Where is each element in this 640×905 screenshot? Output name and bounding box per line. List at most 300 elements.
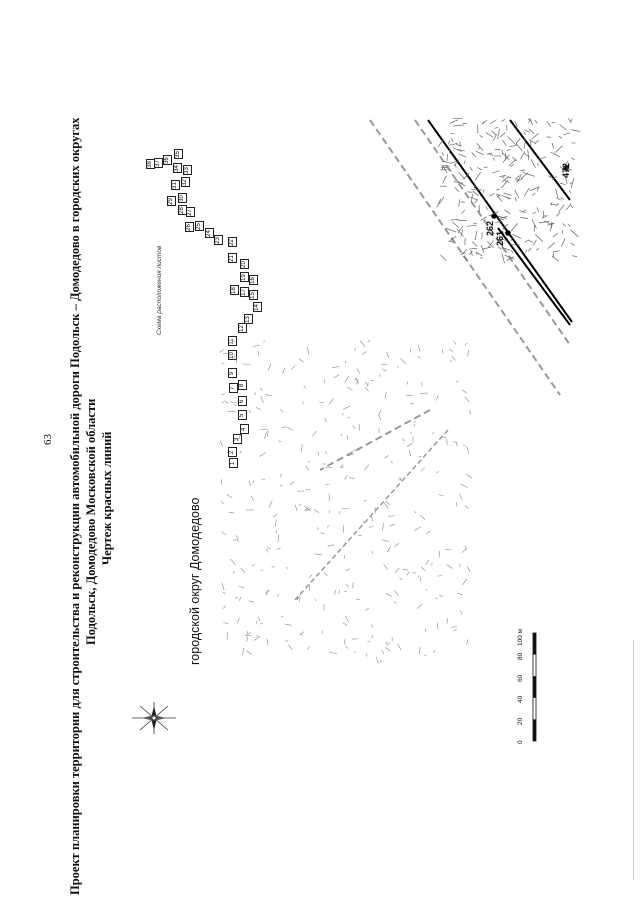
hatch-stroke [341,434,342,436]
hatch-stroke [249,410,251,412]
hatch-stroke [498,216,507,218]
hatch-stroke [508,137,515,144]
hatch-stroke [409,450,411,456]
hatch-stroke [247,637,248,642]
hatch-stroke [525,249,526,252]
hatch-stroke [239,586,245,588]
hatch-stroke [457,593,462,595]
hatch-stroke [221,501,224,504]
sheet-22[interactable]: 22 [228,237,237,247]
hatch-stroke [566,204,570,209]
hatch-stroke [325,418,327,422]
sheet-19[interactable]: 19 [240,272,249,282]
hatch-stroke [379,410,381,415]
hatch-stroke [443,161,451,163]
hatch-stroke [552,143,553,149]
hatch-stroke [354,651,355,653]
hatch-stroke [515,197,516,201]
hatch-stroke [501,119,505,121]
hatch-stroke [367,641,370,642]
hatch-stroke [246,651,251,655]
hatch-stroke [504,210,510,214]
hatch-stroke [304,386,306,388]
scale-tick-100: 100 м [517,628,524,646]
hatch-stroke [559,205,565,212]
hatch-stroke [556,203,559,206]
hatch-stroke [559,136,562,138]
hatch-stroke [552,256,559,262]
sheet-35[interactable]: 35 [174,149,183,159]
hatch-stroke [259,452,266,456]
sheet-32[interactable]: 32 [181,177,190,187]
hatch-stroke [314,510,319,513]
hatch-stroke [473,191,479,196]
hatch-stroke [482,121,487,123]
hatch-stroke [528,248,531,251]
sheet-14[interactable]: 14 [253,302,262,312]
hatch-stroke [470,410,471,414]
hatch-stroke [233,341,235,342]
hatch-stroke [436,395,438,400]
hatch-stroke [511,250,513,253]
hatch-stroke [465,343,467,346]
hatch-stroke [497,195,502,201]
hatch-stroke [353,450,359,451]
hatch-stroke [222,583,224,590]
hatch-stroke [556,212,560,216]
hatch-stroke [234,355,235,360]
sheet-16[interactable]: 16 [249,275,258,285]
hatch-stroke [477,252,483,255]
hatch-stroke [461,613,463,614]
title-line-2: Подольск, Домодедово Московской области [84,398,98,645]
sheet-2[interactable]: 2 [228,447,237,457]
hatch-stroke [357,368,360,373]
hatch-stroke [249,481,251,486]
topographic-hatch-sparse [220,340,472,664]
hatch-stroke [507,149,511,150]
hatch-stroke [258,351,259,356]
hatch-stroke [345,569,350,571]
hatch-stroke [483,189,484,192]
hatch-stroke [486,133,493,137]
page-edge-line [633,640,634,880]
hatch-stroke [276,548,280,549]
sheet-31[interactable]: 31 [171,180,180,190]
hatch-stroke [493,134,496,141]
hatch-stroke [315,554,322,555]
hatch-stroke [386,501,390,505]
hatch-stroke [542,215,545,218]
sheet-27[interactable]: 27 [186,207,195,217]
sheet-26[interactable]: 26 [185,222,194,232]
hatch-stroke [360,341,365,347]
hatch-stroke [495,149,501,150]
hatch-stroke [230,402,237,403]
hatch-stroke [489,193,494,196]
hatch-stroke [261,570,264,571]
sheet-33[interactable]: 33 [183,165,192,175]
hatch-stroke [403,569,409,570]
hatch-stroke [496,189,499,190]
hatch-stroke [467,566,470,571]
sheet-scheme-title: Схема расположения листов [156,245,163,335]
hatch-stroke [418,575,419,577]
hatch-stroke [467,225,477,226]
hatch-stroke [461,210,464,214]
hatch-stroke [572,256,577,257]
hatch-stroke [382,369,386,372]
hatch-stroke [345,376,349,383]
hatch-stroke [407,443,412,446]
sheet-8[interactable]: 8 [238,380,247,390]
hatch-stroke [571,119,573,122]
sheet-13[interactable]: 13 [244,314,253,324]
hatch-stroke [511,223,518,231]
hatch-stroke [502,195,512,198]
hatch-stroke [258,617,260,621]
hatch-stroke [432,562,433,565]
sheet-21[interactable]: 21 [228,253,237,263]
hatch-stroke [312,431,316,437]
hatch-stroke [477,167,482,170]
hatch-stroke [421,567,425,571]
hatch-stroke [365,382,368,385]
hatch-stroke [504,193,512,195]
hatch-stroke [460,484,467,488]
hatch-stroke [463,579,467,585]
hatch-stroke [345,361,346,364]
hatch-stroke [402,438,404,441]
hatch-stroke [344,591,347,592]
hatch-stroke [499,175,506,176]
hatch-stroke [498,247,502,249]
hatch-stroke [256,621,257,624]
hatch-stroke [227,494,233,498]
hatch-stroke [342,508,350,509]
hatch-stroke [490,120,496,124]
hatch-stroke [453,441,457,442]
scale-tick-80: 80 [517,652,524,660]
hatch-stroke [548,242,555,248]
hatch-stroke [306,466,309,471]
hatch-stroke [439,495,444,497]
hatch-stroke [328,545,334,547]
hatch-stroke [240,451,241,454]
hatch-stroke [457,443,458,447]
hatch-stroke [277,594,278,597]
hatch-stroke [437,471,439,473]
hatch-stroke [282,372,284,374]
page-number: 63 [42,434,54,445]
title-line-1: Проект планировки территории для строительства и реконструкции автомобильной дороги Подольск – Домодедово в городских округах [68,117,82,895]
hatch-stroke [494,127,498,128]
hatch-stroke [334,375,340,378]
hatch-stroke [343,623,347,626]
hatch-stroke [568,224,570,227]
hatch-stroke [459,494,462,500]
point-label-262: 262 [485,220,495,236]
hatch-stroke [498,129,500,140]
hatch-stroke [420,577,421,582]
hatch-stroke [327,526,329,528]
hatch-stroke [239,597,241,601]
hatch-stroke [458,172,464,179]
hatch-stroke [447,154,448,161]
hatch-stroke [364,500,367,501]
hatch-stroke [525,240,529,242]
hatch-stroke [255,392,256,395]
hatch-stroke [433,651,435,653]
hatch-stroke [262,479,265,480]
hatch-stroke [466,446,469,453]
hatch-stroke [533,212,536,213]
hatch-stroke [260,388,263,391]
sheet-1[interactable]: 1 [229,458,238,468]
hatch-stroke [441,255,447,261]
hatch-stroke [571,158,574,160]
hatch-stroke [301,632,304,635]
hatch-stroke [520,170,525,171]
sheet-4[interactable]: 4 [240,424,249,434]
hatch-stroke [349,478,355,479]
hatch-stroke [450,133,454,134]
hatch-stroke [388,546,390,550]
hatch-stroke [570,190,571,193]
hatch-stroke [418,345,420,351]
hatch-stroke [526,173,535,176]
hatch-stroke [443,176,447,184]
hatch-stroke [386,593,392,596]
title-line-3: Чертеж красных линий [100,431,114,565]
hatch-stroke [251,496,254,501]
hatch-stroke [532,133,539,139]
hatch-stroke [461,202,465,203]
sheet-23[interactable]: 23 [214,235,223,245]
hatch-stroke [395,568,399,573]
sheet-10[interactable]: 10 [228,350,237,360]
hatch-stroke [426,560,429,565]
hatch-stroke [571,130,580,132]
sheet-29[interactable]: 29 [167,196,176,206]
hatch-stroke [414,527,420,530]
hatch-stroke [299,359,304,363]
hatch-stroke [448,236,456,242]
hatch-stroke [537,207,539,212]
hatch-stroke [295,505,297,511]
hatch-stroke [552,122,555,123]
hatch-stroke [488,240,493,247]
hatch-stroke [515,138,520,145]
hatch-stroke [339,590,340,594]
hatch-stroke [231,559,236,565]
map-canvas [200,110,580,670]
hatch-stroke [221,394,225,395]
sheet-5[interactable]: 5 [238,410,247,420]
hatch-stroke [269,500,272,507]
hatch-stroke [414,424,415,426]
hatch-stroke [561,238,565,246]
hatch-stroke [359,424,360,431]
scale-tick-60: 60 [517,674,524,682]
hatch-stroke [395,543,399,546]
hatch-stroke [372,635,373,638]
hatch-stroke [285,641,288,642]
sheet-17[interactable]: 17 [240,287,249,297]
hatch-stroke [223,592,226,593]
scale-tick-40: 40 [517,695,524,703]
hatch-stroke [363,521,364,523]
hatch-stroke [334,590,335,595]
hatch-stroke [462,390,467,393]
hatch-stroke [285,624,292,625]
hatch-stroke [454,629,457,631]
hatch-stroke [263,341,264,342]
sheet-6[interactable]: 6 [238,396,247,406]
hatch-stroke [302,444,303,451]
hatch-stroke [364,465,368,471]
hatch-stroke [418,356,421,358]
sheet-25[interactable]: 25 [195,221,204,231]
hatch-stroke [432,433,434,434]
hatch-stroke [426,589,427,591]
hatch-stroke [452,222,459,228]
hatch-stroke [241,568,246,573]
hatch-stroke [480,135,483,137]
hatch-stroke [307,646,309,649]
hatch-stroke [555,146,563,153]
hatch-stroke [553,233,558,237]
hatch-stroke [317,527,319,529]
hatch-stroke [284,368,285,372]
hatch-stroke [536,248,539,250]
hatch-stroke [299,505,301,506]
hatch-stroke [570,230,578,237]
hatch-stroke [420,393,428,394]
hatch-stroke [438,140,443,147]
hatch-stroke [476,252,477,255]
hatch-stroke [307,347,309,355]
hatch-stroke [237,535,239,542]
hatch-stroke [253,345,260,346]
sheet-34[interactable]: 34 [173,163,182,173]
hatch-stroke [472,242,477,247]
hatch-stroke [484,167,488,168]
hatch-stroke [332,366,339,367]
hatch-stroke [467,639,468,644]
hatch-stroke [221,479,222,484]
hatch-stroke [471,189,482,190]
hatch-stroke [256,407,260,409]
hatch-stroke [347,387,352,391]
hatch-stroke [520,217,528,219]
hatch-stroke [469,248,477,249]
hatch-stroke [502,140,506,146]
hatch-stroke [524,132,526,135]
sheet-18[interactable]: 18 [230,285,239,295]
hatch-stroke [356,599,361,600]
hatch-stroke [487,206,488,210]
sheet-28[interactable]: 28 [178,205,187,215]
hatch-stroke [268,364,271,370]
hatch-stroke [535,120,537,123]
hatch-stroke [464,161,465,164]
hatch-stroke [222,532,226,535]
hatch-stroke [551,152,560,157]
hatch-stroke [515,190,519,198]
hatch-stroke [382,540,389,542]
sheet-15[interactable]: 15 [249,290,258,300]
hatch-stroke [460,611,462,613]
hatch-stroke [475,172,481,180]
sheet-30[interactable]: 30 [178,193,187,203]
hatch-stroke [388,516,395,517]
hatch-stroke [530,118,533,124]
hatch-stroke [347,584,349,587]
hatch-stroke [407,381,408,384]
sheet-20[interactable]: 20 [240,259,249,269]
hatch-stroke [531,159,535,167]
sheet-3[interactable]: 3 [233,434,242,444]
hatch-stroke [534,240,537,245]
hatch-stroke [459,199,460,206]
hatch-stroke [345,475,347,479]
hatch-stroke [502,253,505,263]
hatch-stroke [384,455,389,458]
sheet-36[interactable]: 36 [163,155,172,165]
hatch-stroke [344,555,345,559]
hatch-stroke [319,402,323,403]
hatch-stroke [417,604,422,608]
sheet-12[interactable]: 12 [238,323,247,333]
hatch-stroke [224,401,228,404]
sheet-9[interactable]: 9 [228,368,237,378]
hatch-stroke [451,138,453,142]
hatch-stroke [343,406,350,409]
hatch-stroke [369,526,373,527]
hatch-stroke [348,417,350,418]
hatch-stroke [421,468,425,472]
hatch-stroke [329,652,337,653]
hatch-stroke [502,176,504,178]
hatch-stroke [234,404,236,406]
hatch-stroke [280,474,282,477]
hatch-stroke [465,397,470,402]
hatch-stroke [383,523,384,530]
hatch-stroke [315,599,317,600]
sheet-7[interactable]: 7 [229,383,238,393]
hatch-stroke [278,441,281,442]
hatch-stroke [233,571,234,573]
hatch-stroke [447,565,452,569]
hatch-stroke [452,626,457,627]
hatch-stroke [536,140,539,142]
hatch-stroke [390,524,395,526]
sheet-24[interactable]: 24 [205,228,214,238]
hatch-stroke [563,133,570,135]
hatch-stroke [398,644,401,650]
sheet-11[interactable]: 11 [228,336,237,346]
hatch-stroke [352,425,355,429]
sheet-37[interactable]: 37 [154,158,163,168]
hatch-stroke [511,164,514,167]
sheet-38[interactable]: 38 [146,159,155,169]
hatch-stroke [280,485,282,486]
hatch-stroke [235,597,238,598]
hatch-stroke [556,198,561,201]
hatch-stroke [529,240,533,242]
hatch-stroke [387,643,390,646]
